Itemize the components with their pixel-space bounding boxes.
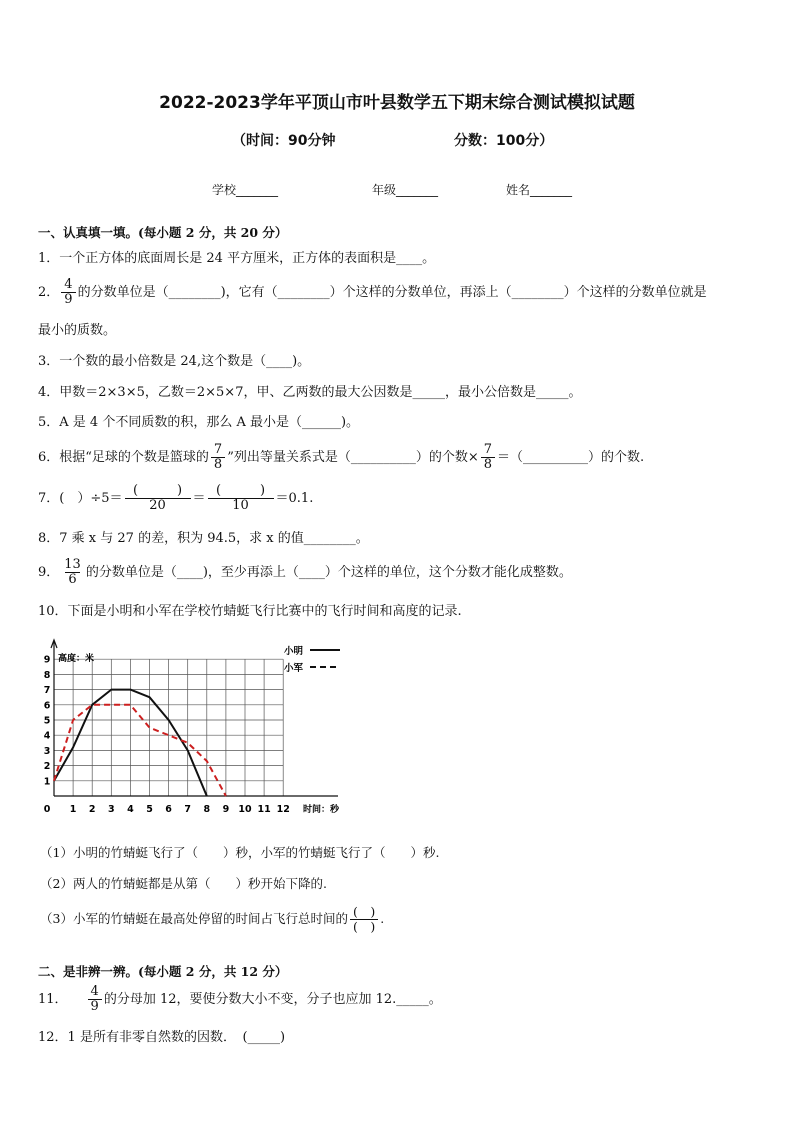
q10-3-fraction: $\frac{( )}{( )}$	[350, 905, 378, 934]
legend-label: 小明	[284, 646, 304, 657]
q9-fraction: $\frac{13}{6}$	[64, 557, 81, 587]
name-field[interactable]: 姓名_______	[506, 183, 573, 197]
x-tick-label: 12	[276, 804, 290, 815]
legend-label: 小军	[284, 663, 304, 674]
x-tick-label: 7	[184, 804, 192, 815]
x-tick-label: 3	[107, 804, 115, 815]
exam-score: 分数：100分）	[454, 133, 554, 149]
x-tick-label: 1	[69, 804, 77, 815]
question-10-1: （1）小明的竹蜻蜓飞行了（ ）秒，小军的竹蜻蜓飞行了（ ）秒.	[40, 845, 440, 860]
q11-fraction: $\frac{4}{9}$	[88, 985, 102, 1014]
grade-field[interactable]: 年级_______	[372, 183, 439, 197]
question-11: 11． $\frac{4}{9}$ 的分母加 12，要使分数大小不变，分子也应加 12._____。	[38, 984, 442, 1014]
y-tick-label: 3	[43, 745, 51, 757]
question-7: 7．( ）÷5＝ $\frac{( )}{20}$ ＝ $\frac{( )}{10}$ ＝0.1.	[38, 483, 314, 513]
question-3: 3．一个数的最小倍数是 24,这个数是（____)。	[38, 354, 311, 369]
section2-heading: 二、是非辨一辨。(每小题 2 分，共 12 分）	[38, 964, 288, 979]
x-axis-label: 时间：秒	[303, 805, 340, 815]
q7-fraction-1: $\frac{( )}{20}$	[125, 484, 191, 513]
q6-fraction-2: $\frac{7}{8}$	[481, 443, 495, 472]
section1-heading: 一、认真填一填。(每小题 2 分，共 20 分）	[38, 225, 288, 240]
y-tick-label: 7	[43, 685, 51, 697]
q2-text: 的分数单位是（________)，它有（________）个这样的分数单位，再添上（________）个这样的分数单位就是	[77, 285, 707, 300]
y-tick-label: 1	[43, 776, 51, 788]
y-tick-label: 5	[43, 715, 51, 727]
x-tick-label: 10	[238, 804, 252, 815]
question-12: 12．1 是所有非零自然数的因数． (_____)	[38, 1030, 286, 1045]
x-tick-label: 9	[222, 804, 230, 815]
y-tick-label: 4	[43, 730, 51, 742]
y-tick-label: 9	[43, 654, 51, 666]
question-1: 1．一个正方体的底面周长是 24 平方厘米，正方体的表面积是____。	[38, 251, 436, 266]
y-tick-label: 2	[43, 761, 51, 773]
page-title: 2022-2023学年平顶山市叶县数学五下期末综合测试模拟试题	[159, 93, 635, 113]
y-axis-label: 高度：米	[58, 654, 95, 664]
x-tick-label: 4	[127, 804, 134, 815]
question-2-cont: 最小的质数。	[38, 323, 117, 338]
question-9: 9． $\frac{13}{6}$ 的分数单位是（____)，至少再添上（____）个这样的单位，这个分数才能化成整数。	[38, 557, 572, 587]
q6-fraction-1: $\frac{7}{8}$	[211, 443, 225, 472]
question-10: 10．下面是小明和小军在学校竹蜻蜓飞行比赛中的飞行时间和高度的记录.	[38, 604, 462, 619]
q2-number: 2．	[38, 285, 60, 300]
x-tick-label: 8	[203, 804, 211, 815]
question-2	[38, 278, 707, 307]
question-8: 8．7 乘 x 与 27 的差，积为 94.5，求 x 的值________。	[38, 531, 369, 546]
question-6: 6．根据“足球的个数是篮球的 $\frac{7}{8}$ ”列出等量关系式是（__________）的个数× $\frac{7}{8}$ ＝（__________）的个数.	[38, 442, 645, 472]
y-tick-label: 8	[43, 669, 51, 681]
x-tick-label: 6	[165, 804, 172, 815]
q2-fraction: $\frac{4}{9}$	[61, 278, 75, 307]
y-tick-label: 6	[43, 700, 51, 712]
question-5: 5．A 是 4 个不同质数的积，那么 A 最小是（______)。	[38, 415, 360, 430]
x-tick-label: 2	[88, 804, 96, 815]
exam-time: （时间：90分钟	[232, 133, 336, 149]
q7-fraction-2: $\frac{( )}{10}$	[208, 484, 274, 513]
x-tick-label: 5	[146, 804, 153, 815]
question-10-2: （2）两人的竹蜻蜓都是从第（ ）秒开始下降的.	[40, 876, 327, 891]
x-tick-label: 0	[43, 804, 51, 815]
question-4: 4．甲数＝2×3×5，乙数＝2×5×7，甲、乙两数的最大公因数是_____，最小公倍数是_____。	[38, 385, 582, 400]
question-10-3: （3）小军的竹蜻蜓在最高处停留的时间占飞行总时间的 $\frac{( )}{( )}$ .	[40, 904, 385, 934]
school-field[interactable]: 学校_______	[212, 183, 279, 197]
flight-chart	[38, 636, 348, 832]
x-tick-label: 11	[257, 804, 271, 815]
